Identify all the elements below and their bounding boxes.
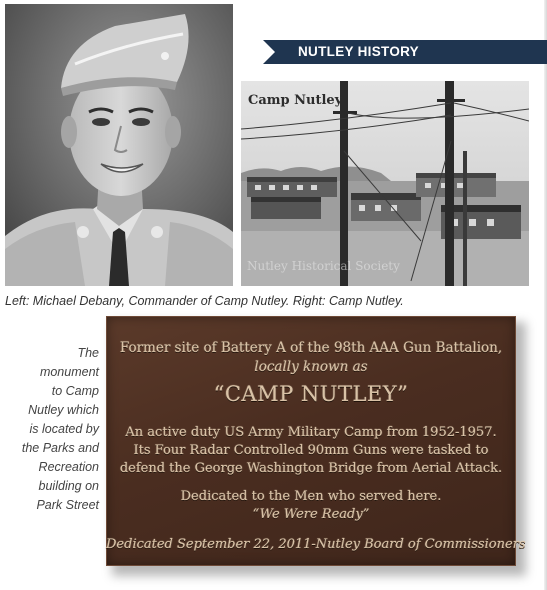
plaque-line-dedication-date: Dedicated September 22, 2011-Nutley Board of Commissioners xyxy=(106,537,526,552)
caption-line: monument xyxy=(39,365,99,379)
caption-line: Recreation xyxy=(38,460,99,474)
plaque-line-active-duty: An active duty US Army Military Camp from 1952-1957. xyxy=(125,425,497,440)
caption-line: Park Street xyxy=(36,498,99,512)
monument-caption xyxy=(0,344,99,515)
plaque-line-dedicated-men: Dedicated to the Men who served here. xyxy=(180,489,442,504)
plaque-line-known-as: locally known as xyxy=(254,359,368,375)
plaque-line-gwb: defend the George Washington Bridge from Aerial Attack. xyxy=(119,461,503,476)
caption-line: is located by xyxy=(29,422,99,436)
plaque-line-radar-guns: Its Four Radar Controlled 90mm Guns were tasked to xyxy=(133,443,489,458)
camp-photo-label: Camp Nutley xyxy=(248,93,343,108)
historical-society-watermark: Nutley Historical Society xyxy=(247,259,400,273)
plaque-line-motto: “We Were Ready” xyxy=(252,507,370,522)
caption-line: building on xyxy=(38,479,99,493)
caption-line: to Camp xyxy=(51,384,99,398)
banner-arrow-notch xyxy=(263,40,275,64)
caption-line: The xyxy=(77,346,99,360)
plaque-line-battery: Former site of Battery A of the 98th AAA Gun Battalion, xyxy=(119,340,503,356)
photo-caption: Left: Michael Debany, Commander of Camp Nutley. Right: Camp Nutley. xyxy=(5,294,404,308)
caption-line: Nutley which xyxy=(28,403,99,417)
plaque-title: “CAMP NUTLEY” xyxy=(213,382,409,406)
caption-line: the Parks and xyxy=(21,441,99,455)
camp-photo xyxy=(241,81,529,286)
portrait-photo xyxy=(5,4,233,286)
section-title: NUTLEY HISTORY xyxy=(298,44,419,59)
camp-nutley-plaque xyxy=(106,316,526,566)
